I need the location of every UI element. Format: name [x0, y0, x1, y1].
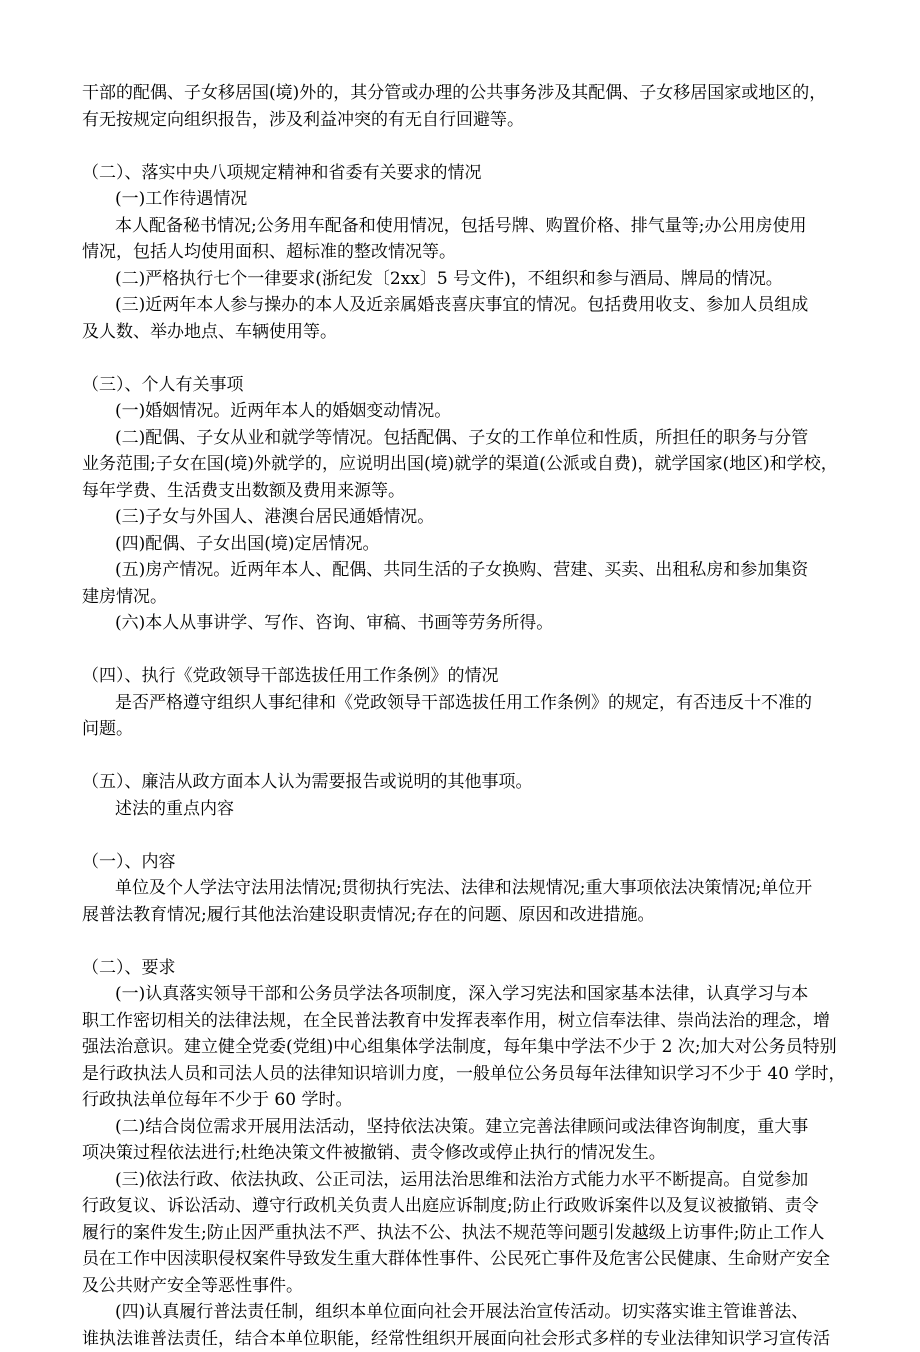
- text-line: (四)配偶、子女出国(境)定居情况。: [82, 531, 864, 558]
- paragraph-gap: [82, 637, 864, 664]
- text-line: 强法治意识。建立健全党委(党组)中心组集体学法制度，每年集中学法不少于 2 次;加大对公务员特别: [82, 1034, 864, 1061]
- text-line: (二)严格执行七个一律要求(浙纪发〔2xx〕5 号文件)，不组织和参与酒局、牌局的情况。: [82, 266, 864, 293]
- text-line: 情况，包括人均使用面积、超标准的整改情况等。: [82, 239, 864, 266]
- text-line: 行政执法单位每年不少于 60 学时。: [82, 1087, 864, 1114]
- text-line: 员在工作中因渎职侵权案件导致发生重大群体性事件、公民死亡事件及危害公民健康、生命财产安全: [82, 1246, 864, 1273]
- text-line: (三)近两年本人参与操办的本人及近亲属婚丧喜庆事宜的情况。包括费用收支、参加人员组成: [82, 292, 864, 319]
- text-line: (一)工作待遇情况: [82, 186, 864, 213]
- text-line: 问题。: [82, 716, 864, 743]
- text-line: 是行政执法人员和司法人员的法律知识培训力度，一般单位公务员每年法律知识学习不少于 40 学时，: [82, 1061, 864, 1088]
- text-line: 是否严格遵守组织人事纪律和《党政领导干部选拔任用工作条例》的规定，有否违反十不准的: [82, 690, 864, 717]
- text-line: 职工作密切相关的法律法规，在全民普法教育中发挥表率作用，树立信奉法律、崇尚法治的理念，增: [82, 1008, 864, 1035]
- text-line: 及人数、举办地点、车辆使用等。: [82, 319, 864, 346]
- paragraph-gap: [82, 743, 864, 770]
- paragraph-gap: [82, 928, 864, 955]
- paragraph-gap: [82, 345, 864, 372]
- text-line: (二)配偶、子女从业和就学等情况。包括配偶、子女的工作单位和性质，所担任的职务与分管: [82, 425, 864, 452]
- text-line: 建房情况。: [82, 584, 864, 611]
- text-line: 单位及个人学法守法用法情况;贯彻执行宪法、法律和法规情况;重大事项依法决策情况;单位开: [82, 875, 864, 902]
- text-line: (五)房产情况。近两年本人、配偶、共同生活的子女换购、营建、买卖、出租私房和参加集资: [82, 557, 864, 584]
- text-line: 有无按规定向组织报告，涉及利益冲突的有无自行回避等。: [82, 107, 864, 134]
- text-line: 本人配备秘书情况;公务用车配备和使用情况，包括号牌、购置价格、排气量等;办公用房使用: [82, 213, 864, 240]
- text-line: 项决策过程依法进行;杜绝决策文件被撤销、责令修改或停止执行的情况发生。: [82, 1140, 864, 1167]
- section-heading: （三）、个人有关事项: [82, 372, 864, 399]
- text-line: (三)子女与外国人、港澳台居民通婚情况。: [82, 504, 864, 531]
- section-heading: （四）、执行《党政领导干部选拔任用工作条例》的情况: [82, 663, 864, 690]
- text-line: 履行的案件发生;防止因严重执法不严、执法不公、执法不规范等问题引发越级上访事件;防止工作人: [82, 1220, 864, 1247]
- section-heading: （五）、廉洁从政方面本人认为需要报告或说明的其他事项。: [82, 769, 864, 796]
- text-line: 干部的配偶、子女移居国(境)外的，其分管或办理的公共事务涉及其配偶、子女移居国家或地区的，: [82, 80, 864, 107]
- text-line: 及公共财产安全等恶性事件。: [82, 1273, 864, 1300]
- text-line: 述法的重点内容: [82, 796, 864, 823]
- text-line: 行政复议、诉讼活动、遵守行政机关负责人出庭应诉制度;防止行政败诉案件以及复议被撤销、责令: [82, 1193, 864, 1220]
- text-line: (二)结合岗位需求开展用法活动，坚持依法决策。建立完善法律顾问或法律咨询制度，重大事: [82, 1114, 864, 1141]
- text-line: (三)依法行政、依法执政、公正司法，运用法治思维和法治方式能力水平不断提高。自觉参加: [82, 1167, 864, 1194]
- text-line: 每年学费、生活费支出数额及费用来源等。: [82, 478, 864, 505]
- section-heading: （二）、落实中央八项规定精神和省委有关要求的情况: [82, 160, 864, 187]
- text-line: 业务范围;子女在国(境)外就学的，应说明出国(境)就学的渠道(公派或自费)，就学国家(地区)和学校，: [82, 451, 864, 478]
- paragraph-gap: [82, 822, 864, 849]
- text-line: (一)婚姻情况。近两年本人的婚姻变动情况。: [82, 398, 864, 425]
- text-line: 谁执法谁普法责任，结合本单位职能，经常性组织开展面向社会形式多样的专业法律知识学习宣传活: [82, 1326, 864, 1352]
- text-line: 展普法教育情况;履行其他法治建设职责情况;存在的问题、原因和改进措施。: [82, 902, 864, 929]
- paragraph-gap: [82, 133, 864, 160]
- text-line: (六)本人从事讲学、写作、咨询、审稿、书画等劳务所得。: [82, 610, 864, 637]
- text-line: (一)认真落实领导干部和公务员学法各项制度，深入学习宪法和国家基本法律，认真学习与本: [82, 981, 864, 1008]
- text-line: (四)认真履行普法责任制，组织本单位面向社会开展法治宣传活动。切实落实谁主管谁普法、: [82, 1299, 864, 1326]
- section-heading: （二）、要求: [82, 955, 864, 982]
- section-heading: （一）、内容: [82, 849, 864, 876]
